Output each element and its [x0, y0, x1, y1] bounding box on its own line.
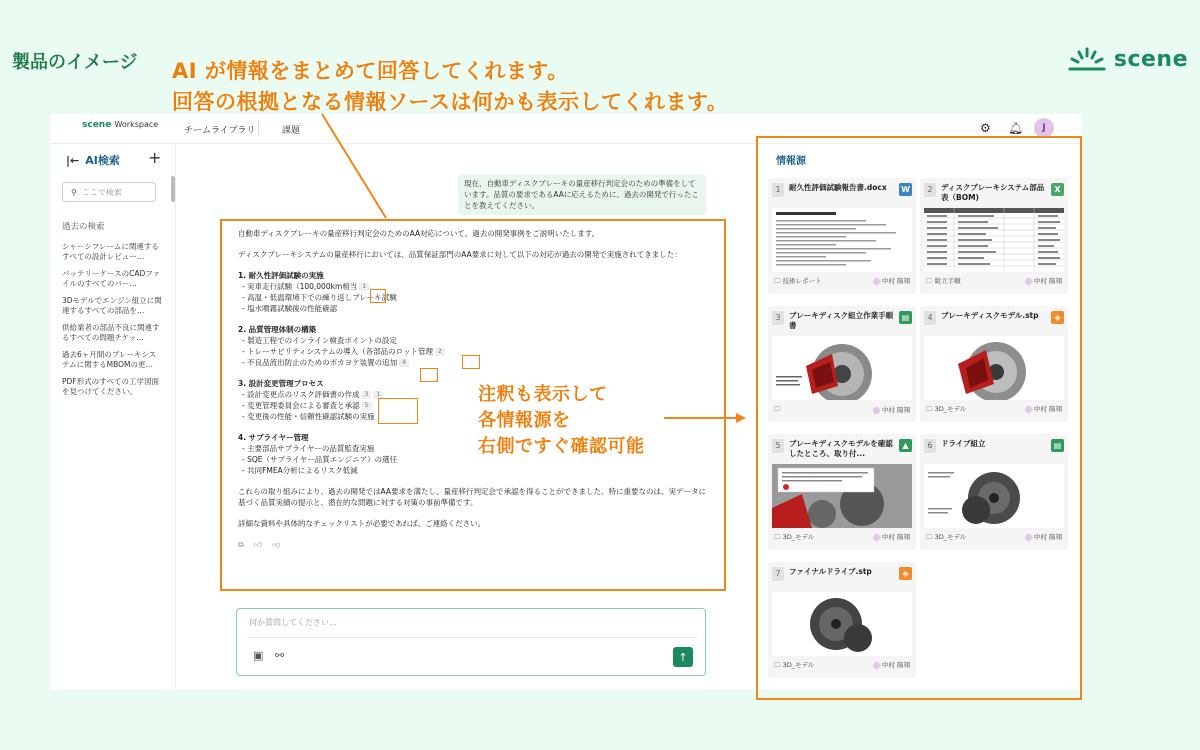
document-thumbnail — [772, 208, 912, 272]
sidebar-search-input[interactable]: ⚲ ここで検索 — [62, 182, 156, 202]
citation-marker[interactable]: 5 — [362, 402, 372, 410]
source-card[interactable] — [768, 178, 916, 294]
source-number: 6 — [924, 439, 936, 453]
owner: 中村 陽翔 — [873, 532, 910, 544]
issue-thumbnail — [772, 464, 912, 528]
citation-marker[interactable]: 2 — [435, 348, 445, 356]
source-number: 7 — [772, 567, 784, 581]
drive-assembly-thumbnail — [924, 464, 1064, 528]
final-drive-thumbnail — [772, 592, 912, 656]
spreadsheet-thumbnail — [924, 208, 1064, 272]
folder-label: 🗀︎ 3D_モデル — [774, 661, 815, 669]
sidebar-header — [66, 152, 120, 168]
answer-item: - 設計変更点のリスク評価書の作成 3 1 — [238, 389, 708, 400]
folder-label: 🗀︎ 3D_モデル — [926, 533, 967, 541]
source-number: 2 — [924, 183, 936, 197]
history-heading: 過去の検索 — [62, 222, 105, 232]
answer-closing: これらの取り組みにより、過去の開発ではAA要求を満たし、量産移行判定会で承認を得ることができました。特に重要なのは、実データに基づく品質実績の提示と、潜在的な問題に対する対策の事前準備です。 — [238, 487, 706, 507]
answer-item: - トレーサビリティシステムの導入（各部品のロット管理 2 — [238, 346, 708, 357]
answer-section-title: 3. 設計変更管理プロセス — [238, 379, 324, 388]
search-icon: ⚲ — [71, 188, 77, 197]
brake-model-thumbnail — [924, 336, 1064, 400]
source-title: 耐久性評価試験報告書.docx — [789, 183, 887, 192]
source-title: ブレーキディスク組立作業手順書 — [789, 311, 894, 330]
answer-item: - 製造工程でのインライン検査ポイントの設定 — [242, 336, 397, 345]
history-item[interactable]: 供給業者の部品不良に関連するすべての問題チケッ… — [62, 323, 160, 342]
folder-label: 🗀︎ 組立手順 — [926, 277, 961, 285]
answer-item: - SQE（サプライヤー品質エンジニア）の選任 — [242, 455, 398, 464]
sidebar-scrollbar[interactable] — [171, 176, 175, 202]
gear-model-icon — [772, 464, 912, 528]
copy-icon[interactable]: ⧉ — [238, 540, 244, 549]
history-item[interactable]: PDF形式のすべての工学図面を見つけてください。 — [62, 377, 159, 396]
slide-label: 製品のイメージ — [12, 52, 138, 73]
answer-item: - 変更後の性能・信頼性確認試験の実施 — [242, 412, 375, 421]
folder-label: 🗀︎ 3D_モデル — [926, 405, 967, 413]
citation-marker[interactable]: 1 — [359, 283, 369, 291]
send-button[interactable]: ↑ — [673, 647, 693, 667]
history-list — [62, 242, 162, 404]
issue-icon: ▲ — [899, 439, 912, 452]
brand-name: scene — [1113, 46, 1188, 72]
brake-disc-icon — [772, 336, 912, 400]
owner: 中村 陽翔 — [1025, 404, 1062, 416]
source-number: 5 — [772, 439, 784, 453]
answer-item: - 塩水噴霧試験後の性能確認 — [242, 304, 338, 313]
excel-file-icon: X — [1051, 183, 1064, 196]
input-divider — [247, 637, 697, 638]
tab-issues[interactable]: 課題 — [282, 126, 301, 136]
user-question: 現在、自動車ディスクブレーキの量産移行判定会のための準備をしています。品質の要求であるAAに応えるために、過去の開発で行ったことを教えてください。 — [458, 174, 706, 215]
top-bar — [50, 114, 1082, 144]
answer-item: - 実車走行試験（100,000km相当 1 — [238, 281, 708, 292]
answer-intro: 自動車ディスクブレーキの量産移行判定会のためのAA対応について、過去の開発事例をご説明いたします。 — [238, 229, 600, 238]
owner: 中村 陽翔 — [873, 405, 910, 416]
answer-item: - 主要部品サプライヤーの品質監査実施 — [242, 444, 375, 453]
headline-line-1: AI が情報をまとめて回答してくれます。 — [172, 59, 569, 83]
chat-input[interactable] — [236, 608, 706, 676]
source-number: 3 — [772, 311, 784, 325]
source-title: ドライブ組立 — [941, 439, 986, 448]
answer-item: - 不良品流出防止のためのポカヨケ装置の追加 4 — [238, 357, 708, 368]
new-search-button[interactable]: + — [148, 148, 162, 167]
folder-label: 🗀︎ — [774, 405, 781, 413]
scene-logo-icon — [1068, 46, 1106, 72]
gear-assembly-icon — [924, 464, 1064, 528]
collapse-sidebar-icon[interactable]: |← — [66, 154, 80, 167]
nav-divider — [258, 120, 259, 136]
citation-marker[interactable]: 4 — [399, 359, 409, 367]
cad-file-icon: ◈ — [899, 567, 912, 580]
sidebar-title: AI検索 — [85, 154, 120, 167]
thumbs-up-icon[interactable]: 👍︎ — [253, 540, 263, 549]
final-drive-icon — [772, 592, 912, 656]
chat-input-placeholder: 何か質問してください... — [249, 618, 337, 627]
history-item[interactable]: シャーシフレームに関連するすべての設計レビュー… — [62, 242, 159, 261]
sidebar — [50, 144, 176, 690]
cad-file-icon: ◈ — [1051, 311, 1064, 324]
headline — [172, 56, 728, 118]
document-file-icon: ▤ — [899, 311, 912, 324]
history-item[interactable]: 3Dモデルでエンジン組立に関連するすべての部品を… — [62, 296, 162, 315]
word-file-icon: W — [899, 183, 912, 196]
folder-label: 🗀︎ 3D_モデル — [774, 533, 815, 541]
brake-assembly-thumbnail — [772, 336, 912, 400]
source-card[interactable] — [920, 434, 1068, 550]
answer-section-title: 2. 品質管理体制の構築 — [238, 325, 317, 334]
source-card[interactable] — [920, 306, 1068, 422]
source-title: ブレーキディスクモデルを確認したところ、取り付... — [789, 439, 893, 458]
source-title: ディスクブレーキシステム部品表（BOM) — [941, 183, 1045, 202]
headline-line-2: 回答の根拠となる情報ソースは何かも表示してくれます。 — [172, 90, 729, 114]
history-item[interactable]: 過去6ヶ月間のブレーキシステムに関するMBOMの更… — [62, 350, 157, 369]
answer-section-title: 1. 耐久性評価試験の実施 — [238, 271, 324, 280]
image-icon[interactable]: ▣ — [253, 649, 264, 662]
workspace-logo[interactable]: scene Workspace — [82, 120, 159, 130]
document-preview-icon — [772, 208, 912, 272]
brake-model-icon — [924, 336, 1064, 400]
answer-section-title: 4. サプライヤー管理 — [238, 433, 309, 442]
sources-title: 情報源 — [776, 156, 806, 167]
source-title: ファイナルドライブ.stp — [789, 567, 872, 576]
spreadsheet-preview-icon — [924, 208, 1064, 272]
thumbs-down-icon[interactable]: 👎︎ — [272, 540, 281, 549]
source-card[interactable] — [768, 562, 916, 678]
owner: 中村 陽翔 — [873, 276, 910, 288]
owner: 中村 陽翔 — [1025, 276, 1062, 288]
avatar[interactable]: J — [1034, 118, 1054, 138]
source-card[interactable] — [920, 178, 1068, 294]
document-file-icon: ▤ — [1051, 439, 1064, 452]
tab-team-library[interactable]: チームライブラリ — [184, 126, 256, 136]
brand-logo — [1068, 46, 1188, 72]
answer-followup: 詳細な資料や具体的なチェックリストが必要であれば、ご連絡ください。 — [238, 519, 486, 528]
callout-text: 注釈も表示して 各情報源を 右側ですぐ確認可能 — [478, 384, 645, 457]
folder-label: 🗀︎ 技術レポート — [774, 277, 822, 285]
bell-icon[interactable]: 🔔︎ — [1008, 121, 1024, 135]
owner: 中村 陽翔 — [873, 660, 910, 672]
source-title: ブレーキディスクモデル.stp — [941, 311, 1039, 320]
owner: 中村 陽翔 — [1025, 532, 1062, 544]
source-number: 1 — [772, 183, 784, 197]
answer-item: - 高温・低温環境下での繰り返しブレーキ試験 — [242, 293, 397, 302]
citation-marker[interactable]: 3 — [361, 391, 371, 399]
settings-icon[interactable]: ⚙ — [980, 121, 991, 135]
source-card[interactable] — [768, 434, 916, 550]
link-icon[interactable]: ⚯ — [275, 649, 285, 662]
answer-item: - 共同FMEA分析によるリスク低減 — [242, 466, 358, 475]
answer-item: - 変更管理委員会による審査と承認 5 — [238, 400, 708, 411]
citation-marker[interactable]: 1 — [373, 391, 383, 399]
source-card[interactable] — [768, 306, 916, 422]
source-number: 4 — [924, 311, 936, 325]
feedback-bar — [238, 539, 708, 550]
answer-lead: ディスクブレーキシステムの量産移行においては、品質保証部門のAA要求に対して以下の対応が過去の開発で実施されてきました： — [238, 250, 682, 259]
history-item[interactable]: バッテリーケースのCADファイルのすべてのバー… — [62, 269, 161, 288]
